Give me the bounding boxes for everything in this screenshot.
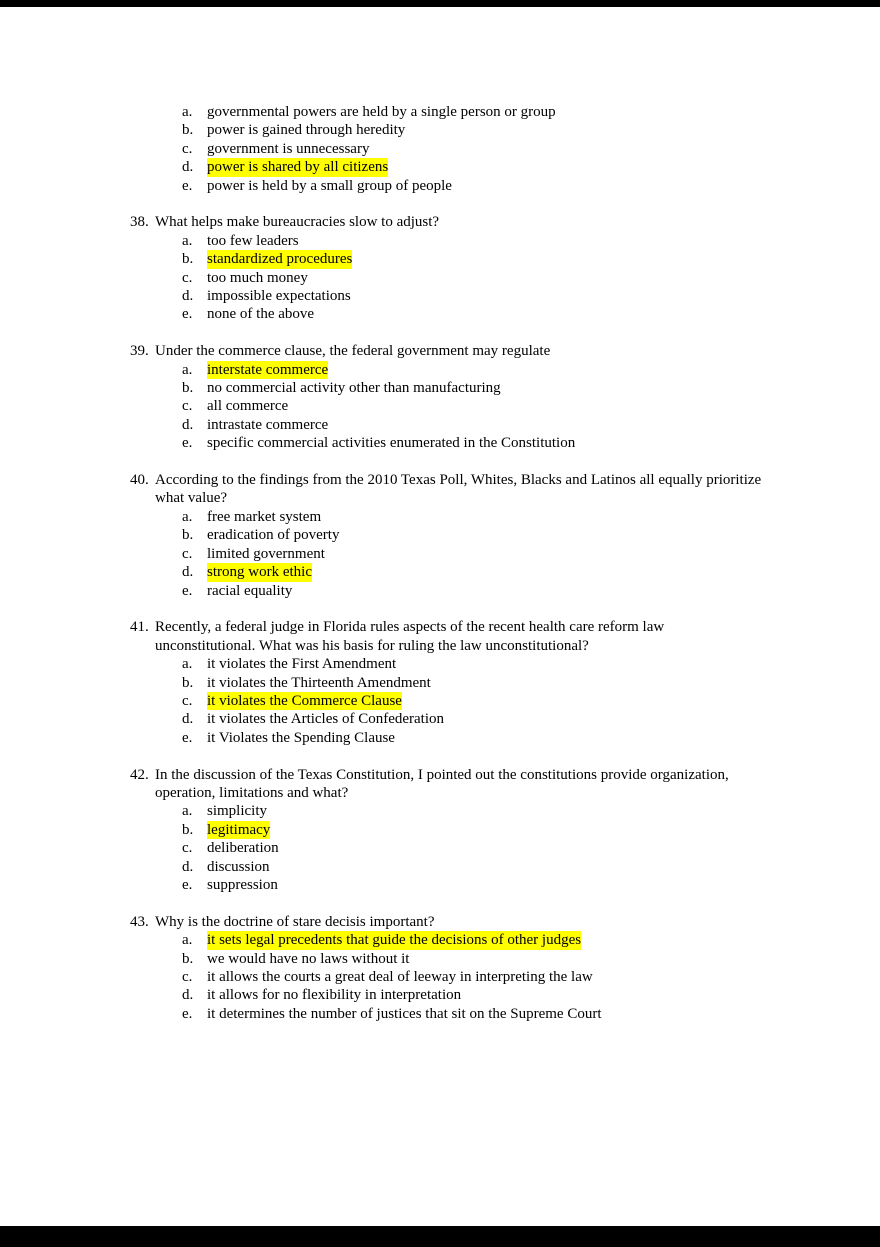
option-row xyxy=(182,1005,880,1023)
option-row xyxy=(182,434,880,452)
option-row xyxy=(182,563,880,581)
option-letter: b. xyxy=(182,674,194,691)
question-text: In the discussion of the Texas Constitution, I pointed out the constitutions provide organization, operation, limitations and what? xyxy=(155,766,729,801)
option-text: discussion xyxy=(207,858,270,875)
option-text: eradication of poverty xyxy=(207,527,340,544)
option-row xyxy=(182,416,880,434)
option-letter: c. xyxy=(182,269,193,286)
option-text: deliberation xyxy=(207,840,279,857)
option-text: it violates the Articles of Confederation xyxy=(207,711,445,728)
option-text: racial equality xyxy=(207,582,293,599)
question-number: 42. xyxy=(130,766,149,783)
option-row xyxy=(182,839,880,857)
option-letter: c. xyxy=(182,140,193,157)
question-text: What helps make bureaucracies slow to adjust? xyxy=(155,214,440,231)
option-list xyxy=(130,802,880,894)
option-letter: c. xyxy=(182,545,193,562)
option-row xyxy=(182,986,880,1004)
option-row xyxy=(182,103,880,121)
option-row xyxy=(182,545,880,563)
option-row xyxy=(182,858,880,876)
option-row xyxy=(182,361,880,379)
option-row xyxy=(182,305,880,323)
option-letter: a. xyxy=(182,932,193,949)
option-row xyxy=(182,802,880,820)
option-letter: a. xyxy=(182,104,193,120)
question-block xyxy=(130,913,880,1023)
question-line xyxy=(130,471,880,508)
option-text: power is held by a small group of people xyxy=(207,177,452,194)
option-row xyxy=(182,950,880,968)
question-block xyxy=(130,213,880,323)
option-row xyxy=(182,177,880,195)
option-letter: b. xyxy=(182,380,194,397)
option-letter: e. xyxy=(182,435,193,452)
option-text: governmental powers are held by a single person or group xyxy=(207,104,556,120)
option-letter: c. xyxy=(182,840,193,857)
question-line xyxy=(130,766,880,803)
question-line xyxy=(130,618,880,655)
option-letter: e. xyxy=(182,876,193,893)
option-letter: d. xyxy=(182,987,194,1004)
option-row xyxy=(182,287,880,305)
question-line xyxy=(130,342,880,360)
document-page xyxy=(0,7,880,1226)
option-row xyxy=(182,710,880,728)
option-text: no commercial activity other than manufacturing xyxy=(207,380,501,397)
question-block xyxy=(130,618,880,747)
option-text: impossible expectations xyxy=(207,288,351,305)
question-block xyxy=(130,471,880,600)
option-row xyxy=(182,674,880,692)
option-text: none of the above xyxy=(207,306,315,323)
option-text: interstate commerce xyxy=(207,361,329,378)
option-row xyxy=(182,269,880,287)
option-text: we would have no laws without it xyxy=(207,950,410,967)
option-letter: d. xyxy=(182,288,194,305)
option-text: simplicity xyxy=(207,803,267,820)
question-block xyxy=(130,103,880,195)
question-number: 40. xyxy=(130,472,149,489)
option-letter: e. xyxy=(182,1005,193,1022)
option-letter: b. xyxy=(182,122,194,139)
option-row xyxy=(182,158,880,176)
option-row xyxy=(182,729,880,747)
option-text: it allows the courts a great deal of leeway in interpreting the law xyxy=(207,969,593,985)
option-letter: a. xyxy=(182,232,193,249)
option-row xyxy=(182,232,880,250)
option-row xyxy=(182,250,880,268)
question-number: 39. xyxy=(130,343,149,360)
option-row xyxy=(182,379,880,397)
option-row xyxy=(182,655,880,673)
option-list xyxy=(130,931,880,1023)
option-list xyxy=(130,508,880,600)
question-line xyxy=(130,913,880,931)
question-block xyxy=(130,342,880,452)
option-letter: a. xyxy=(182,361,193,378)
option-row xyxy=(182,397,880,415)
option-row xyxy=(182,526,880,544)
option-letter: b. xyxy=(182,821,194,838)
option-letter: e. xyxy=(182,582,193,599)
question-text: Why is the doctrine of stare decisis important? xyxy=(155,913,435,930)
option-letter: b. xyxy=(182,251,194,268)
option-text: all commerce xyxy=(207,398,289,415)
option-row xyxy=(182,508,880,526)
option-row xyxy=(182,121,880,139)
option-row xyxy=(182,692,880,710)
option-text: standardized procedures xyxy=(207,251,353,268)
option-letter: c. xyxy=(182,398,193,415)
option-letter: d. xyxy=(182,858,194,875)
option-letter: d. xyxy=(182,711,194,728)
option-text: suppression xyxy=(207,876,278,893)
option-text: it violates the Thirteenth Amendment xyxy=(207,674,431,691)
option-letter: a. xyxy=(182,508,193,525)
option-text: it determines the number of justices that sit on the Supreme Court xyxy=(207,1005,602,1022)
question-number: 43. xyxy=(130,913,149,930)
option-letter: b. xyxy=(182,527,194,544)
question-text: Under the commerce clause, the federal government may regulate xyxy=(155,343,551,360)
option-row xyxy=(182,140,880,158)
option-text: it violates the First Amendment xyxy=(207,656,397,673)
question-number: 38. xyxy=(130,214,149,231)
option-letter: a. xyxy=(182,656,193,673)
option-list xyxy=(130,655,880,747)
question-line xyxy=(130,213,880,231)
option-letter: e. xyxy=(182,306,193,323)
question-list xyxy=(130,103,880,1023)
option-text: government is unnecessary xyxy=(207,140,370,157)
option-text: power is gained through heredity xyxy=(207,122,406,139)
question-number: 41. xyxy=(130,619,149,636)
option-list xyxy=(130,361,880,453)
option-list xyxy=(130,232,880,324)
option-row xyxy=(182,876,880,894)
question-block xyxy=(130,766,880,895)
option-letter: d. xyxy=(182,564,194,581)
option-row xyxy=(182,582,880,600)
question-text: According to the findings from the 2010 Texas Poll, Whites, Blacks and Latinos all equally prioritize what value? xyxy=(155,472,762,507)
option-text: limited government xyxy=(207,545,325,562)
option-text: specific commercial activities enumerated in the Constitution xyxy=(207,435,576,452)
option-text: it Violates the Spending Clause xyxy=(207,729,395,746)
question-text: Recently, a federal judge in Florida rules aspects of the recent health care reform law unconstitutional. What was his basis for ruling the law unconstitutional? xyxy=(155,619,665,654)
option-text: too few leaders xyxy=(207,232,299,249)
option-letter: d. xyxy=(182,159,194,176)
option-letter: a. xyxy=(182,803,193,820)
option-row xyxy=(182,931,880,949)
option-text: it violates the Commerce Clause xyxy=(207,692,402,709)
option-letter: c. xyxy=(182,692,193,709)
option-row xyxy=(182,968,880,986)
option-text: too much money xyxy=(207,269,308,286)
option-text: free market system xyxy=(207,508,322,525)
option-letter: c. xyxy=(182,969,193,985)
option-letter: b. xyxy=(182,950,194,967)
option-text: strong work ethic xyxy=(207,564,312,581)
option-letter: d. xyxy=(182,416,194,433)
option-letter: e. xyxy=(182,729,193,746)
option-row xyxy=(182,821,880,839)
option-text: legitimacy xyxy=(207,821,271,838)
option-text: it sets legal precedents that guide the decisions of other judges xyxy=(207,932,582,949)
option-letter: e. xyxy=(182,177,193,194)
option-text: power is shared by all citizens xyxy=(207,159,389,176)
option-list xyxy=(130,103,880,195)
option-text: intrastate commerce xyxy=(207,416,329,433)
option-text: it allows for no flexibility in interpretation xyxy=(207,987,462,1004)
